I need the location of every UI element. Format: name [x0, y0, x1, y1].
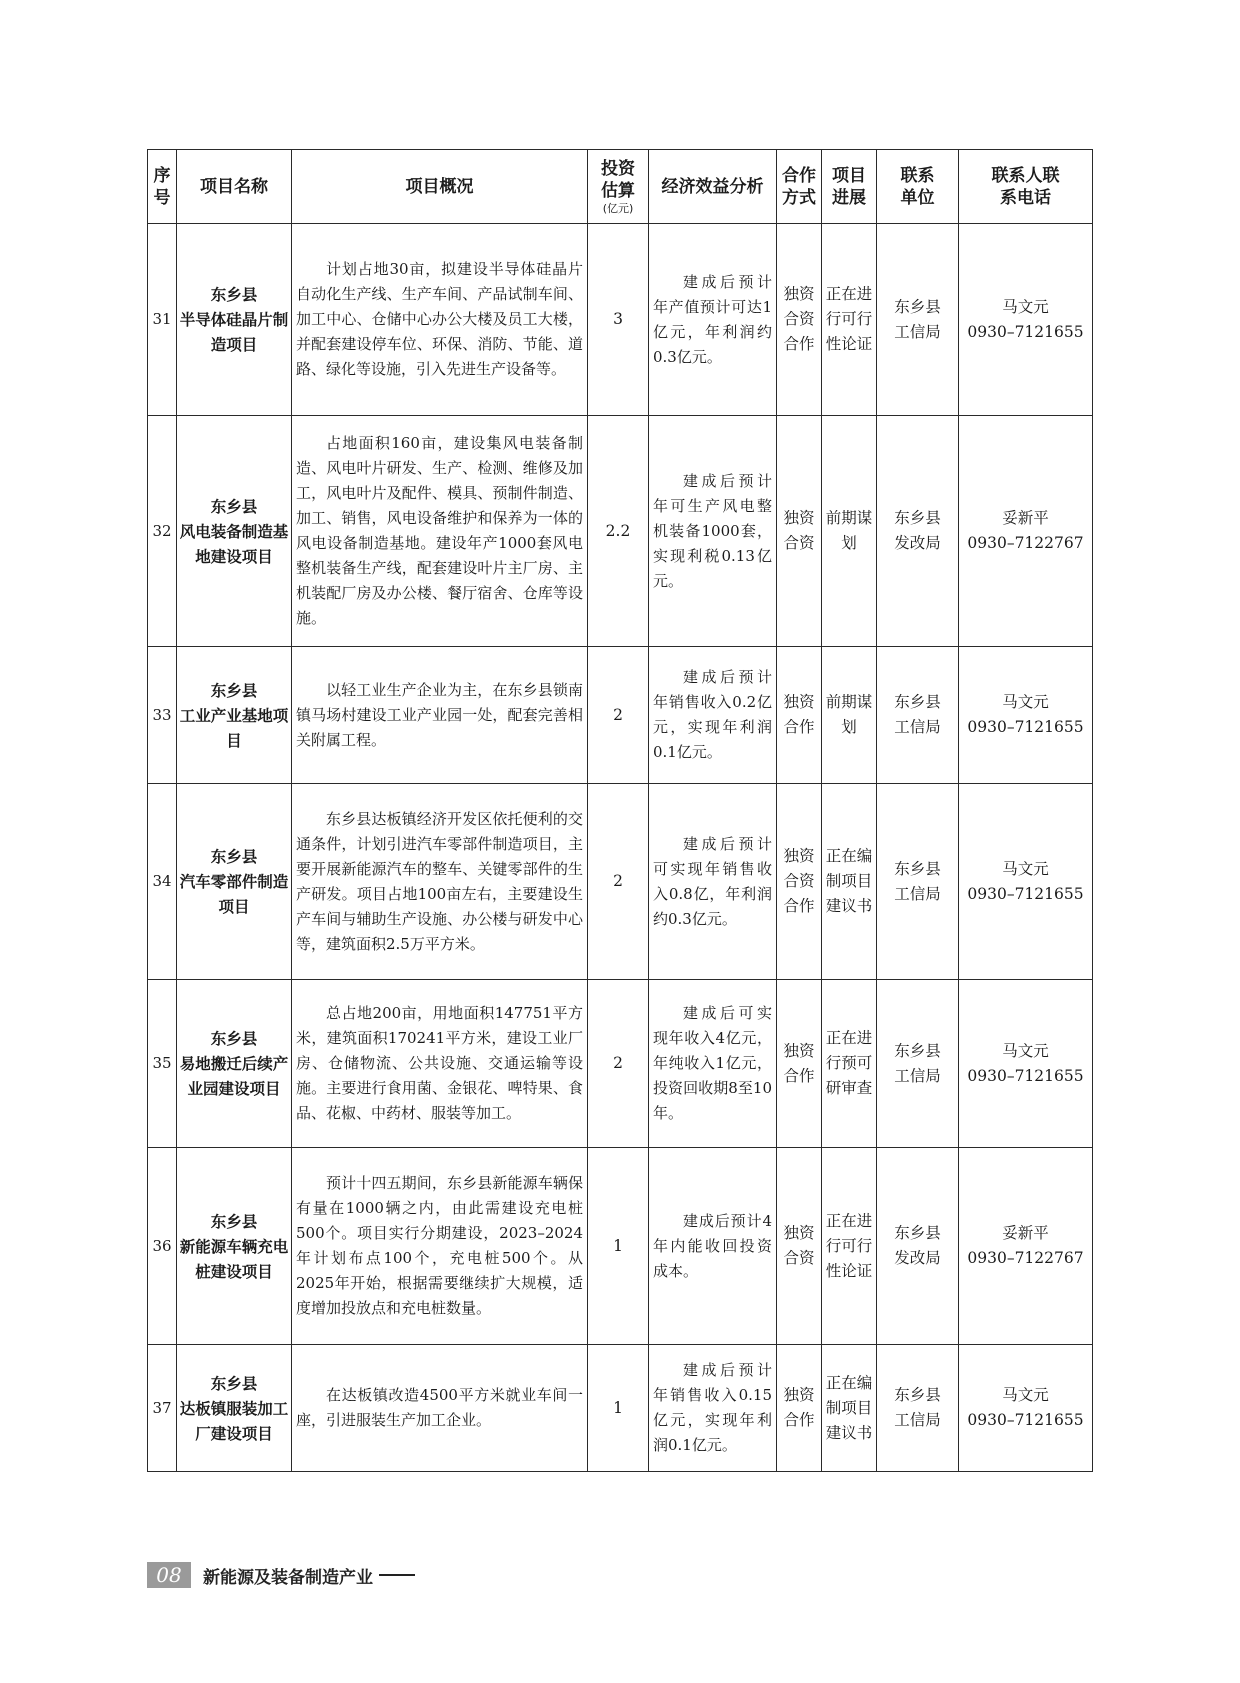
table-row [148, 784, 1093, 980]
row-overview-text: 占地面积160亩，建设集风电装备制造、风电叶片研发、生产、检测、维修及加工，风电叶片及配件、模具、预制件制造、加工、销售，风电设备维护和保养为一体的风电设备制造基地。建设年产1000套风电整机装备生产线，配套建设叶片主厂房、主机装配厂房及办公楼、餐厅宿舍、仓库等设施。 [296, 434, 583, 627]
row-benefit [649, 980, 777, 1148]
row-seq: 33 [148, 647, 177, 784]
table-header-row [148, 150, 1093, 224]
table-row [148, 647, 1093, 784]
row-contact [959, 1345, 1093, 1472]
row-contact-person: 马文元 [1002, 297, 1049, 316]
row-name-county: 东乡县 [210, 847, 258, 866]
row-name-project: 工业产业基地项目 [179, 705, 289, 750]
row-mode: 独资合作 [777, 647, 822, 784]
header-investment-label: 投资估算 [601, 158, 635, 201]
row-benefit [649, 647, 777, 784]
row-investment: 1 [588, 1345, 649, 1472]
row-contact [959, 1148, 1093, 1345]
row-benefit-text: 建成后预计4年内能收回投资成本。 [653, 1211, 772, 1280]
table-row [148, 980, 1093, 1148]
project-table [147, 149, 1093, 1472]
row-overview [292, 1148, 588, 1345]
row-benefit-text: 建成后预计年产值预计可达1亿元，年利润约0.3亿元。 [653, 272, 772, 366]
row-overview [292, 980, 588, 1148]
row-name-project: 风电装备制造基地建设项目 [179, 521, 289, 566]
row-benefit [649, 224, 777, 416]
row-benefit-text: 建成后预计年销售收入0.2亿元，实现年利润0.1亿元。 [653, 668, 772, 761]
row-name [177, 1345, 292, 1472]
row-contact-phone: 0930–7121655 [967, 322, 1084, 341]
row-contact [959, 416, 1093, 647]
row-overview-text: 在达板镇改造4500平方米就业车间一座，引进服装生产加工企业。 [296, 1386, 583, 1429]
row-contact-phone: 0930–7121655 [967, 718, 1084, 736]
row-benefit-text: 建成后预计可实现年销售收入0.8亿，年利润约0.3亿元。 [653, 834, 772, 928]
footer-rule [379, 1574, 415, 1576]
row-contact-phone: 0930–7122767 [967, 534, 1084, 552]
row-overview-text: 总占地200亩，用地面积147751平方米，建筑面积170241平方米，建设工业厂房、仓储物流、公共设施、交通运输等设施。主要进行食用菌、金银花、啤特果、食品、花椒、中药材、服装等加工。 [296, 1004, 583, 1122]
row-benefit [649, 1148, 777, 1345]
row-contact-person: 妥新平 [1002, 1224, 1049, 1242]
row-mode: 独资合资 [777, 1148, 822, 1345]
row-contact [959, 224, 1093, 416]
header-contact: 联系人联系电话 [959, 150, 1093, 224]
row-contact-person: 马文元 [1002, 1386, 1049, 1404]
row-contact-person: 马文元 [1002, 859, 1049, 878]
row-name-project: 易地搬迁后续产业园建设项目 [179, 1054, 289, 1098]
row-investment: 2 [588, 784, 649, 980]
row-name [177, 980, 292, 1148]
row-progress: 正在编制项目建议书 [822, 1345, 877, 1472]
row-benefit-text: 建成后可实现年收入4亿元，年纯收入1亿元，投资回收期8至10年。 [653, 1004, 772, 1122]
row-seq: 31 [148, 224, 177, 416]
page-number: 08 [147, 1562, 191, 1588]
header-seq: 序号 [148, 150, 177, 224]
row-unit: 东乡县工信局 [877, 980, 959, 1148]
section-title: 新能源及装备制造产业 [203, 1567, 373, 1588]
header-progress: 项目进展 [822, 150, 877, 224]
header-investment [588, 150, 649, 224]
row-contact-person: 马文元 [1002, 693, 1049, 711]
row-progress: 正在进行可行性论证 [822, 224, 877, 416]
row-name-county: 东乡县 [210, 1211, 258, 1231]
row-name [177, 1148, 292, 1345]
header-mode: 合作方式 [777, 150, 822, 224]
row-unit: 东乡县发改局 [877, 416, 959, 647]
row-unit: 东乡县工信局 [877, 224, 959, 416]
row-name-project: 汽车零部件制造项目 [179, 872, 289, 916]
row-seq: 32 [148, 416, 177, 647]
row-name-county: 东乡县 [210, 680, 258, 700]
row-contact [959, 784, 1093, 980]
row-contact [959, 647, 1093, 784]
row-name [177, 224, 292, 416]
row-overview-text: 东乡县达板镇经济开发区依托便利的交通条件，计划引进汽车零部件制造项目，主要开展新能源汽车的整车、关键零部件的生产研发。项目占地100亩左右，主要建设生产车间与辅助生产设施、办公楼与研发中心等，建筑面积2.5万平方米。 [296, 809, 583, 953]
row-unit: 东乡县工信局 [877, 1345, 959, 1472]
row-progress: 正在进行预可研审查 [822, 980, 877, 1148]
row-benefit [649, 784, 777, 980]
table-row [148, 1345, 1093, 1472]
row-contact-phone: 0930–7122767 [967, 1249, 1084, 1267]
row-name-county: 东乡县 [210, 496, 258, 516]
row-mode: 独资合资合作 [777, 784, 822, 980]
row-investment: 2 [588, 647, 649, 784]
row-progress: 正在进行可行性论证 [822, 1148, 877, 1345]
table-row [148, 416, 1093, 647]
row-investment: 1 [588, 1148, 649, 1345]
row-name [177, 647, 292, 784]
row-unit: 东乡县工信局 [877, 647, 959, 784]
table-row [148, 224, 1093, 416]
row-name-county: 东乡县 [210, 1373, 258, 1393]
row-progress: 前期谋划 [822, 416, 877, 647]
row-name [177, 784, 292, 980]
row-progress: 前期谋划 [822, 647, 877, 784]
header-name: 项目名称 [177, 150, 292, 224]
row-seq: 35 [148, 980, 177, 1148]
row-name-project: 达板镇服装加工厂建设项目 [179, 1398, 289, 1443]
row-unit: 东乡县工信局 [877, 784, 959, 980]
row-seq: 36 [148, 1148, 177, 1345]
row-overview-text: 计划占地30亩，拟建设半导体硅晶片自动化生产线、生产车间、产品试制车间、加工中心、仓储中心办公大楼及员工大楼，并配套建设停车位、环保、消防、节能、道路、绿化等设施，引入先进生产设备等。 [296, 260, 583, 378]
row-investment: 3 [588, 224, 649, 416]
row-overview [292, 647, 588, 784]
row-contact-phone: 0930–7121655 [967, 1066, 1084, 1085]
row-benefit [649, 1345, 777, 1472]
row-contact [959, 980, 1093, 1148]
row-overview-text: 预计十四五期间，东乡县新能源车辆保有量在1000辆之内，由此需建设充电桩500个。项目实行分期建设，2023–2024年计划布点100个，充电桩500个。从2025年开始，根据需要继续扩大规模，适度增加投放点和充电桩数量。 [296, 1174, 583, 1317]
row-investment: 2.2 [588, 416, 649, 647]
row-seq: 34 [148, 784, 177, 980]
row-overview [292, 416, 588, 647]
row-mode: 独资合资合作 [777, 224, 822, 416]
row-mode: 独资合作 [777, 980, 822, 1148]
row-mode: 独资合作 [777, 1345, 822, 1472]
row-name-county: 东乡县 [210, 1029, 258, 1048]
row-investment: 2 [588, 980, 649, 1148]
row-overview [292, 1345, 588, 1472]
row-benefit [649, 416, 777, 647]
row-name-project: 半导体硅晶片制造项目 [179, 310, 289, 354]
row-contact-person: 妥新平 [1002, 509, 1049, 527]
row-contact-person: 马文元 [1002, 1041, 1049, 1060]
header-overview: 项目概况 [292, 150, 588, 224]
row-name-project: 新能源车辆充电桩建设项目 [179, 1236, 289, 1281]
row-benefit-text: 建成后预计年可生产风电整机装备1000套，实现利税0.13亿元。 [653, 471, 772, 590]
row-benefit-text: 建成后预计年销售收入0.15亿元，实现年利润0.1亿元。 [653, 1361, 772, 1454]
row-contact-phone: 0930–7121655 [967, 884, 1084, 903]
row-unit: 东乡县发改局 [877, 1148, 959, 1345]
table-row [148, 1148, 1093, 1345]
row-contact-phone: 0930–7121655 [967, 1411, 1084, 1429]
row-name-county: 东乡县 [210, 285, 258, 304]
row-overview-text: 以轻工业生产企业为主，在东乡县锁南镇马场村建设工业产业园一处，配套完善相关附属工程。 [296, 680, 583, 749]
row-progress: 正在编制项目建议书 [822, 784, 877, 980]
page-footer [147, 1562, 415, 1588]
header-benefit: 经济效益分析 [649, 150, 777, 224]
row-name [177, 416, 292, 647]
header-investment-unit: (亿元) [602, 201, 634, 215]
header-unit: 联系单位 [877, 150, 959, 224]
row-seq: 37 [148, 1345, 177, 1472]
row-mode: 独资合资 [777, 416, 822, 647]
row-overview [292, 784, 588, 980]
row-overview [292, 224, 588, 416]
